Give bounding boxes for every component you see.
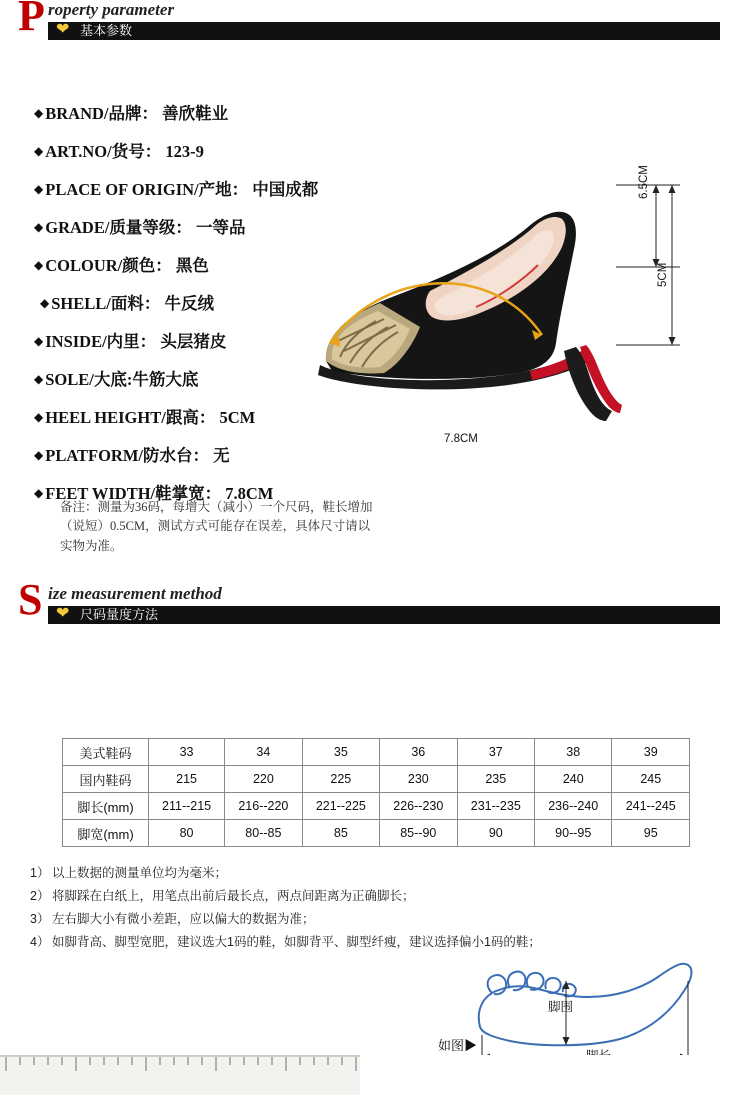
table-cell: 38 bbox=[535, 739, 612, 766]
table-cell: 220 bbox=[225, 766, 302, 793]
table-cell: 80 bbox=[149, 820, 225, 847]
heel-height-dimension-label: 5CM bbox=[657, 262, 669, 287]
bullet-diamond-icon: ◆ bbox=[34, 334, 44, 348]
table-cell: 35 bbox=[302, 739, 379, 766]
parameter-value: 无 bbox=[213, 446, 230, 465]
table-cell: 33 bbox=[149, 739, 225, 766]
table-cell: 95 bbox=[612, 820, 690, 847]
ruler-graphic bbox=[0, 1055, 750, 1095]
table-row bbox=[63, 820, 690, 847]
dimension-lines bbox=[280, 175, 680, 465]
section-title-english: ize measurement method bbox=[48, 584, 222, 603]
table-row bbox=[63, 739, 690, 766]
row-header: 国内鞋码 bbox=[63, 766, 149, 793]
instruction-number: 1） bbox=[30, 866, 50, 880]
bullet-diamond-icon: ◆ bbox=[34, 144, 44, 158]
row-header: 脚长(mm) bbox=[63, 793, 149, 820]
bullet-diamond-icon: ◆ bbox=[34, 220, 44, 234]
table-cell: 230 bbox=[380, 766, 457, 793]
as-shown-label: 如图▶ bbox=[438, 1038, 478, 1053]
instruction-text: 如脚背高、脚型宽肥，建议选大1码的鞋，如脚背平、脚型纤瘦，建议选择偏小1码的鞋； bbox=[52, 935, 541, 950]
section-title-chinese: 基本参数 bbox=[80, 23, 133, 38]
instruction-number: 3） bbox=[30, 912, 50, 927]
table-cell: 245 bbox=[612, 766, 690, 793]
ruler-strip bbox=[0, 1055, 750, 1095]
parameter-value: 一等品 bbox=[196, 218, 246, 237]
table-cell: 215 bbox=[149, 766, 225, 793]
parameter-key: HEEL HEIGHT/跟高： bbox=[45, 408, 216, 427]
bullet-diamond-icon: ◆ bbox=[34, 410, 44, 424]
parameter-row bbox=[34, 138, 364, 162]
instruction-text: 左右脚大小有微小差距，应以偏大的数据为准； bbox=[52, 912, 315, 927]
bullet-diamond-icon: ◆ bbox=[34, 258, 44, 272]
foot-girth-label: 脚围 bbox=[548, 1000, 574, 1014]
parameter-value: 5CM bbox=[219, 408, 256, 427]
table-cell: 37 bbox=[457, 739, 534, 766]
table-cell: 241--245 bbox=[612, 793, 690, 820]
instruction-item bbox=[30, 885, 590, 908]
table-cell: 235 bbox=[457, 766, 534, 793]
section-initial-letter: P bbox=[18, 0, 45, 40]
table-cell: 236--240 bbox=[535, 793, 612, 820]
bullet-diamond-icon: ◆ bbox=[34, 372, 44, 386]
parameter-key: GRADE/质量等级： bbox=[45, 218, 192, 237]
bullet-diamond-icon: ◆ bbox=[34, 106, 44, 120]
parameter-value: 中国成都 bbox=[252, 180, 319, 199]
section-header-property bbox=[0, 0, 750, 40]
parameter-key: INSIDE/内里： bbox=[45, 332, 157, 351]
table-cell: 34 bbox=[225, 739, 302, 766]
section-title-chinese: 尺码量度方法 bbox=[80, 607, 159, 622]
instruction-text: 以上数据的测量单位均为毫米； bbox=[52, 866, 228, 880]
row-header: 脚宽(mm) bbox=[63, 820, 149, 847]
instruction-text: 将脚踩在白纸上，用笔点出前后最长点，两点间距离为正确脚长； bbox=[52, 889, 415, 904]
section-title-english: roperty parameter bbox=[48, 0, 175, 19]
instruction-item bbox=[30, 908, 590, 931]
row-header: 美式鞋码 bbox=[63, 739, 149, 766]
size-chart-table bbox=[62, 738, 690, 847]
product-photo bbox=[280, 165, 680, 465]
table-cell: 240 bbox=[535, 766, 612, 793]
table-cell: 39 bbox=[612, 739, 690, 766]
section-header-size-method bbox=[0, 575, 750, 624]
heel-upper-dimension-label: 6.5CM bbox=[638, 165, 650, 199]
bullet-diamond-icon: ◆ bbox=[34, 182, 44, 196]
instruction-item bbox=[30, 862, 590, 885]
size-table-wrapper bbox=[62, 738, 690, 847]
parameter-value: 善欣鞋业 bbox=[162, 104, 229, 123]
table-cell: 85 bbox=[302, 820, 379, 847]
section-title-bar bbox=[48, 22, 720, 40]
table-row bbox=[63, 793, 690, 820]
bullet-diamond-icon: ◆ bbox=[34, 448, 44, 462]
parameter-row bbox=[34, 100, 364, 124]
table-cell: 226--230 bbox=[380, 793, 457, 820]
table-cell: 231--235 bbox=[457, 793, 534, 820]
parameter-key: SHELL/面料： bbox=[51, 294, 161, 313]
parameter-value: 牛反绒 bbox=[164, 294, 214, 313]
parameter-value: 123-9 bbox=[165, 142, 204, 161]
heart-icon: ❤ bbox=[56, 21, 70, 38]
foot-width-dimension-label: 7.8CM bbox=[444, 433, 478, 445]
table-cell: 221--225 bbox=[302, 793, 379, 820]
table-cell: 90 bbox=[457, 820, 534, 847]
table-cell: 36 bbox=[380, 739, 457, 766]
parameter-key: ART.NO/货号： bbox=[45, 142, 162, 161]
table-cell: 80--85 bbox=[225, 820, 302, 847]
parameter-key: SOLE/大底: bbox=[45, 370, 133, 389]
table-cell: 216--220 bbox=[225, 793, 302, 820]
parameter-value: 头层猪皮 bbox=[160, 332, 227, 351]
parameter-key: PLACE OF ORIGIN/产地： bbox=[45, 180, 249, 199]
parameter-key: BRAND/品牌： bbox=[45, 104, 158, 123]
parameter-key: PLATFORM/防水台： bbox=[45, 446, 210, 465]
table-row bbox=[63, 766, 690, 793]
measurement-note: 备注：测量为36码，每增大（减小）一个尺码，鞋长增加（说短）0.5CM，测试方式可能存在误差，具体尺寸请以实物为准。 bbox=[60, 500, 373, 553]
instruction-number: 2） bbox=[30, 889, 50, 904]
table-cell: 90--95 bbox=[535, 820, 612, 847]
bullet-diamond-icon: ◆ bbox=[34, 486, 44, 500]
bullet-diamond-icon: ◆ bbox=[40, 296, 50, 310]
table-cell: 85--90 bbox=[380, 820, 457, 847]
parameter-key: COLOUR/颜色： bbox=[45, 256, 172, 275]
parameter-value: 黑色 bbox=[175, 256, 209, 275]
table-cell: 225 bbox=[302, 766, 379, 793]
section-initial-letter: S bbox=[18, 575, 43, 624]
instruction-number: 4） bbox=[30, 935, 50, 950]
table-cell: 211--215 bbox=[149, 793, 225, 820]
heart-icon: ❤ bbox=[56, 605, 70, 622]
parameter-value: 7.8CM bbox=[225, 484, 274, 503]
parameter-key: FEET WIDTH/鞋掌宽： bbox=[45, 484, 222, 503]
parameter-value: 牛筋大底 bbox=[132, 370, 199, 389]
